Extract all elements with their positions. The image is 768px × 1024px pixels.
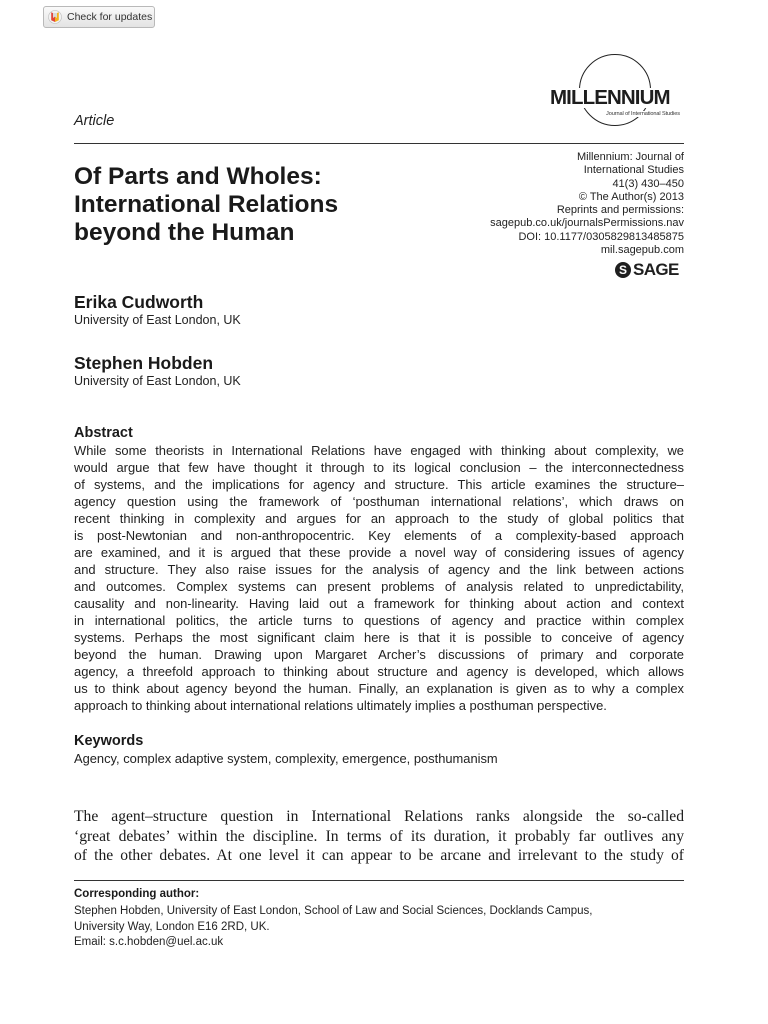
abstract-line: and structure. They also raise issues for the analysis of agency and the link between actions bbox=[74, 562, 684, 577]
keywords-heading: Keywords bbox=[74, 733, 144, 749]
author-name: Stephen Hobden bbox=[74, 353, 214, 373]
abstract-line: in international politics, the article turns to questions of agency and practice within complex bbox=[74, 613, 684, 628]
abstract-body bbox=[74, 442, 684, 714]
abstract-line: are examined, and it is argued that these provide a novel way of considering issues of agency bbox=[74, 545, 684, 560]
meta-journal-url[interactable]: mil.sagepub.com bbox=[600, 244, 684, 257]
body-paragraph bbox=[74, 807, 684, 866]
meta-journal-line: Millennium: Journal of bbox=[577, 151, 684, 163]
author-affiliation: University of East London, UK bbox=[74, 313, 241, 327]
journal-logo bbox=[546, 54, 688, 126]
abstract-line: recent thinking in complexity and argues for an approach to the study of global politics that bbox=[74, 511, 684, 526]
author-affiliation: University of East London, UK bbox=[74, 374, 241, 388]
body-line: ‘great debates’ within the discipline. In terms of its duration, it probably far outlives any bbox=[74, 827, 684, 845]
abstract-heading: Abstract bbox=[74, 425, 133, 441]
footnote-divider bbox=[74, 880, 684, 881]
body-line: The agent–structure question in International Relations ranks alongside the so-called bbox=[74, 808, 684, 825]
title-line: International Relations bbox=[74, 191, 339, 218]
abstract-line: systems. Perhaps the most significant claim here is that it is possible to conceive of agency bbox=[74, 630, 684, 645]
abstract-line: causality and non-linearity. Having laid out a framework for thinking about action and context bbox=[74, 596, 684, 611]
meta-copyright: © The Author(s) 2013 bbox=[578, 190, 684, 203]
title-line: Of Parts and Wholes: bbox=[74, 163, 322, 190]
meta-doi[interactable]: DOI: 10.1177/0305829813485875 bbox=[518, 230, 684, 243]
abstract-line: of systems, and the implications for agency and structure. This article examines the structure– bbox=[74, 477, 684, 492]
abstract-line: agency question using the framework of ‘posthuman international relations’, which draws on bbox=[74, 494, 684, 509]
corresponding-author-heading: Corresponding author: bbox=[74, 888, 200, 900]
title-line: beyond the Human bbox=[74, 219, 295, 246]
logo-subtitle: Journal of International Studies bbox=[606, 111, 680, 117]
abstract-line: us to think about agency beyond the human. Finally, an explanation is given as to why a complex bbox=[74, 681, 684, 696]
crossmark-icon bbox=[48, 10, 62, 24]
article-title bbox=[74, 163, 414, 247]
corresponding-email[interactable]: Email: s.c.hobden@uel.ac.uk bbox=[74, 936, 224, 948]
abstract-line: approach to thinking about international relations ultimately implies a posthuman perspective. bbox=[74, 698, 607, 713]
check-for-updates-label: Check for updates bbox=[67, 11, 153, 23]
abstract-line: agency, a threefold approach to thinking about structure and agency is developed, which allows bbox=[74, 664, 684, 679]
article-type-label: Article bbox=[74, 113, 115, 129]
abstract-line: and outcomes. Complex systems can present problems of analysis related to unpredictability, bbox=[74, 579, 684, 594]
meta-volume: 41(3) 430–450 bbox=[612, 177, 684, 190]
corresponding-address-line: University Way, London E16 2RD, UK. bbox=[74, 920, 270, 933]
keywords-list: Agency, complex adaptive system, complexity, emergence, posthumanism bbox=[74, 751, 498, 766]
body-line: of the other debates. At one level it can appear to be arcane and irrelevant to the study of bbox=[74, 847, 684, 864]
abstract-line: would argue that few have thought it through to its logical conclusion – the interconnectedness bbox=[74, 460, 684, 475]
check-for-updates-button[interactable] bbox=[43, 6, 155, 28]
logo-wordmark: MILLENNIUM bbox=[549, 88, 690, 108]
corresponding-address-line: Stephen Hobden, University of East London, School of Law and Social Sciences, Docklands Campus, bbox=[74, 905, 593, 917]
abstract-line: is post-Newtonian and non-anthropocentric. Key elements of a complexity-based approach bbox=[74, 528, 684, 543]
abstract-line: While some theorists in International Relations have engaged with thinking about complexity, we bbox=[74, 443, 684, 458]
publisher-name: SAGE bbox=[633, 259, 679, 279]
meta-permissions-label: Reprints and permissions: bbox=[556, 204, 684, 217]
journal-metadata bbox=[490, 151, 684, 257]
header-divider bbox=[74, 143, 684, 144]
publisher-logo bbox=[615, 260, 679, 279]
meta-journal-line: International Studies bbox=[583, 164, 684, 177]
author-name: Erika Cudworth bbox=[74, 292, 204, 312]
meta-permissions-link[interactable]: sagepub.co.uk/journalsPermissions.nav bbox=[490, 217, 684, 230]
corresponding-author-details bbox=[74, 904, 592, 951]
abstract-line: beyond the human. Drawing upon Margaret Archer’s discussions of primary and corporate bbox=[74, 647, 684, 662]
sage-icon: S bbox=[615, 262, 631, 278]
